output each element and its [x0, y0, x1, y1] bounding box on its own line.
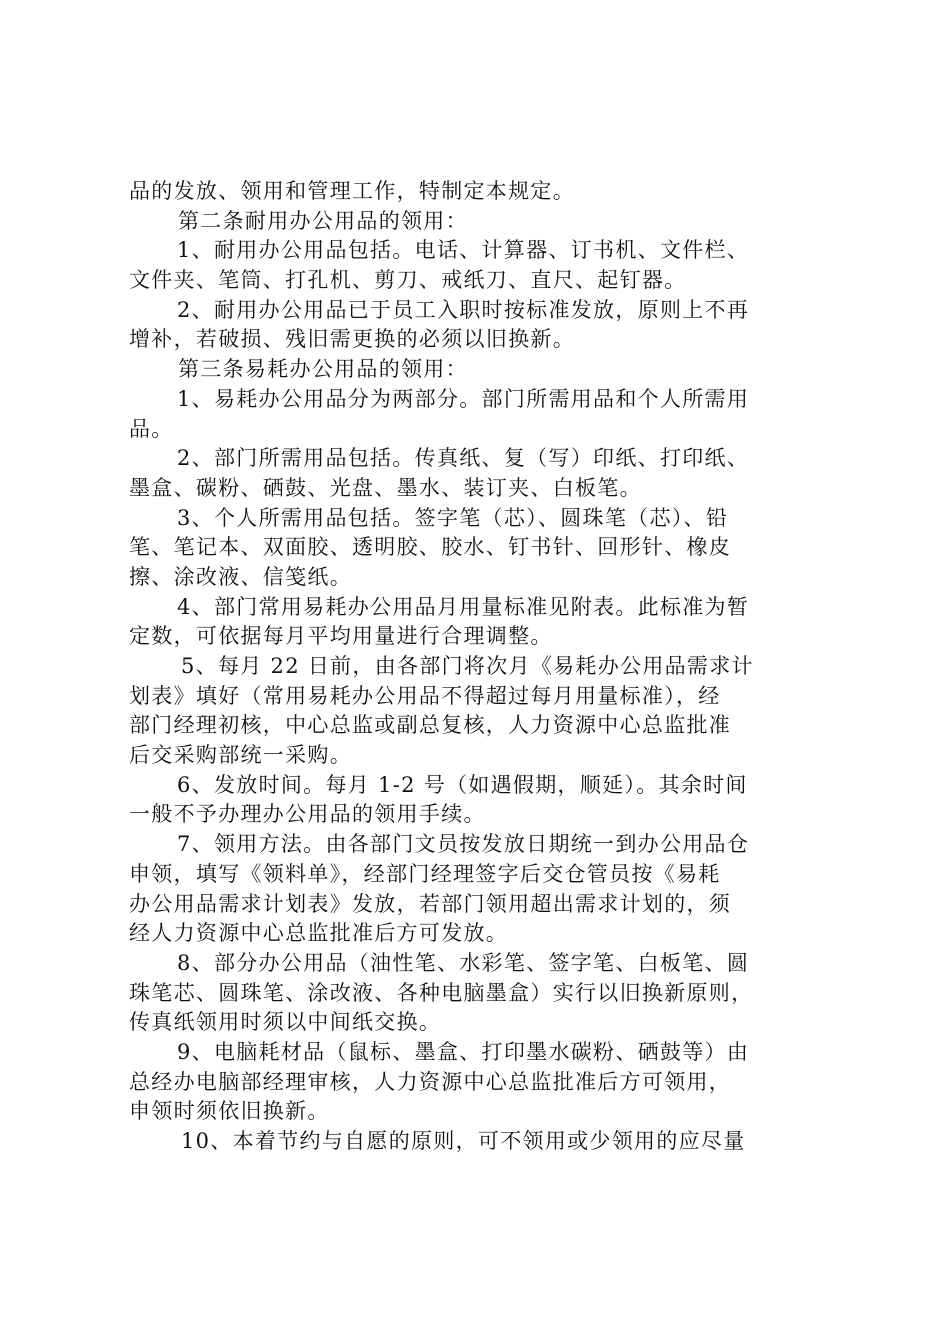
text-line: 8、部分办公用品（油性笔、水彩笔、签字笔、白板笔、圆 [177, 950, 750, 975]
text-line: 墨盒、碳粉、硒鼓、光盘、墨水、装订夹、白板笔。 [129, 475, 642, 500]
text-line: 划表》填好（常用易耗办公用品不得超过每月用量标准），经 [129, 683, 721, 708]
text-line: 珠笔芯、圆珠笔、涂改液、各种电脑墨盒）实行以旧换新原则， [129, 980, 754, 1005]
text-line: 增补，若破损、残旧需更换的必须以旧换新。 [129, 327, 575, 352]
text-line: 传真纸领用时须以中间纸交换。 [129, 1010, 442, 1035]
text-line: 9、电脑耗材品（鼠标、墨盒、打印墨水碳粉、硒鼓等）由 [177, 1039, 750, 1064]
text-line: 申领，填写《领料单》，经部门经理签字后交仓管员按《易耗 [129, 861, 721, 886]
document-body [129, 177, 833, 1157]
text-line: 擦、涂改液、信笺纸。 [129, 564, 352, 589]
text-line: 后交采购部统一采购。 [129, 743, 352, 768]
text-line: 品的发放、领用和管理工作，特制定本规定。 [129, 179, 575, 203]
text-line: 定数，可依据每月平均用量进行合理调整。 [129, 624, 553, 649]
text-line: 10、本着节约与自愿的原则，可不领用或少领用的应尽量 [181, 1129, 746, 1153]
text-line: 1、耐用办公用品包括。电话、计算器、订书机、文件栏、 [177, 238, 750, 263]
text-line: 4、部门常用易耗办公用品月用量标准见附表。此标准为暂 [177, 594, 750, 619]
text-line: 3、个人所需用品包括。签字笔（芯）、圆珠笔（芯）、铅 [177, 505, 729, 530]
text-line: 1、易耗办公用品分为两部分。部门所需用品和个人所需用 [177, 386, 750, 411]
section-heading: 第二条耐用办公用品的领用： [178, 208, 468, 233]
text-line: 品。 [129, 416, 174, 441]
text-line: 部门经理初核，中心总监或副总复核，人力资源中心总监批准 [129, 713, 732, 738]
text-line: 2、部门所需用品包括。传真纸、复（写）印纸、打印纸、 [177, 446, 750, 471]
section-heading: 第三条易耗办公用品的领用： [178, 357, 468, 382]
text-line: 总经办电脑部经理审核，人力资源中心总监批准后方可领用， [129, 1069, 732, 1094]
text-line: 申领时须依旧换新。 [129, 1099, 330, 1124]
text-line: 2、耐用办公用品已于员工入职时按标准发放，原则上不再 [177, 297, 750, 322]
text-line: 5、每月 22 日前，由各部门将次月《易耗办公用品需求计 [181, 654, 754, 678]
text-line: 办公用品需求计划表》发放，若部门领用超出需求计划的，须 [129, 891, 732, 916]
text-line: 6、发放时间。每月 1-2 号（如遇假期，顺延）。其余时间 [177, 772, 748, 797]
text-line: 一般不予办理办公用品的领用手续。 [129, 802, 486, 827]
text-line: 7、领用方法。由各部门文员按发放日期统一到办公用品仓 [177, 832, 750, 857]
text-line: 经人力资源中心总监批准后方可发放。 [129, 921, 509, 946]
text-line: 文件夹、笔筒、打孔机、剪刀、戒纸刀、直尺、起钉器。 [129, 268, 687, 293]
text-line: 笔、笔记本、双面胶、透明胶、胶水、钉书针、回形针、橡皮 [129, 535, 732, 560]
